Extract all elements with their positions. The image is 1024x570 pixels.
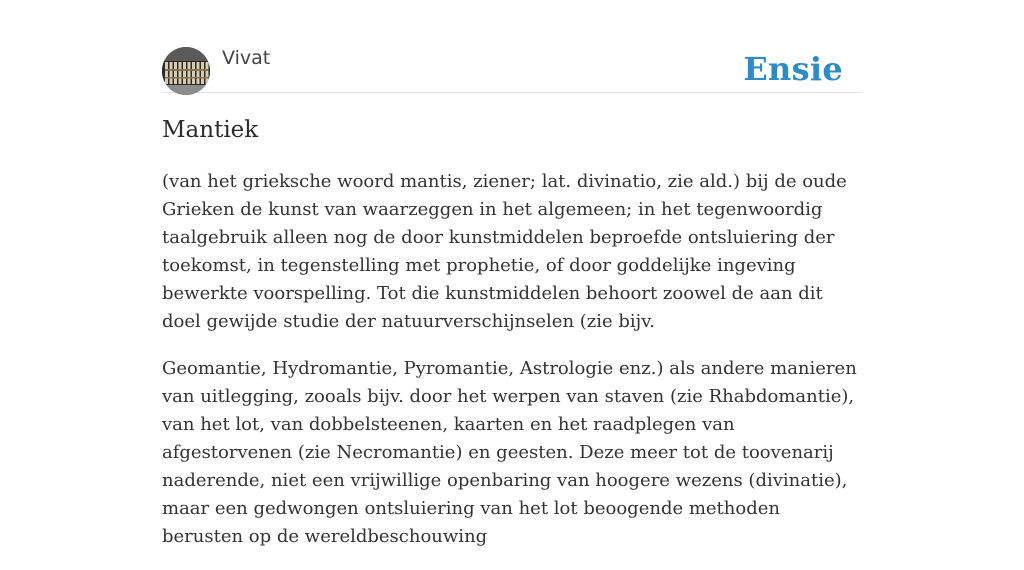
header (162, 0, 862, 93)
article-paragraph: (van het grieksche woord mantis, ziener; lat. divinatio, zie ald.) bij de oude Grieken de kunst van waarzeggen in het algemeen; in het tegenwoordig taalgebruik alleen nog de door kunstmiddelen beproefde ontsluiering der toekomst, in tegenstelling met prophetie, of door goddelijke ingeving bewerkte voorspelling. Tot die kunstmiddelen behoort zoowel de aan dit doel gewijde studie der natuurverschijnselen (zie bijv. (162, 171, 847, 332)
article-paragraph: Geomantie, Hydromantie, Pyromantie, Astrologie enz.) als andere manieren van uitlegging, zooals bijv. door het werpen van staven (zie Rhabdomantie), van het lot, van dobbelsteenen, kaarten en het raadplegen van afgestorvenen (zie Necromantie) en geesten. Deze meer tot de toovenarij naderende, niet een vrijwillige openbaring van hoogere wezens (divinatie), maar een gedwongen ontsluiering van het lot beoogende methoden berusten op de wereldbeschouwing (162, 358, 857, 547)
brand-logo[interactable]: Ensie (743, 50, 843, 88)
source-name[interactable]: Vivat (222, 47, 271, 69)
book-spines-icon (162, 47, 210, 95)
page (162, 0, 862, 547)
article-body (162, 168, 862, 570)
avatar[interactable] (162, 47, 210, 95)
page-title: Mantiek (162, 117, 259, 143)
